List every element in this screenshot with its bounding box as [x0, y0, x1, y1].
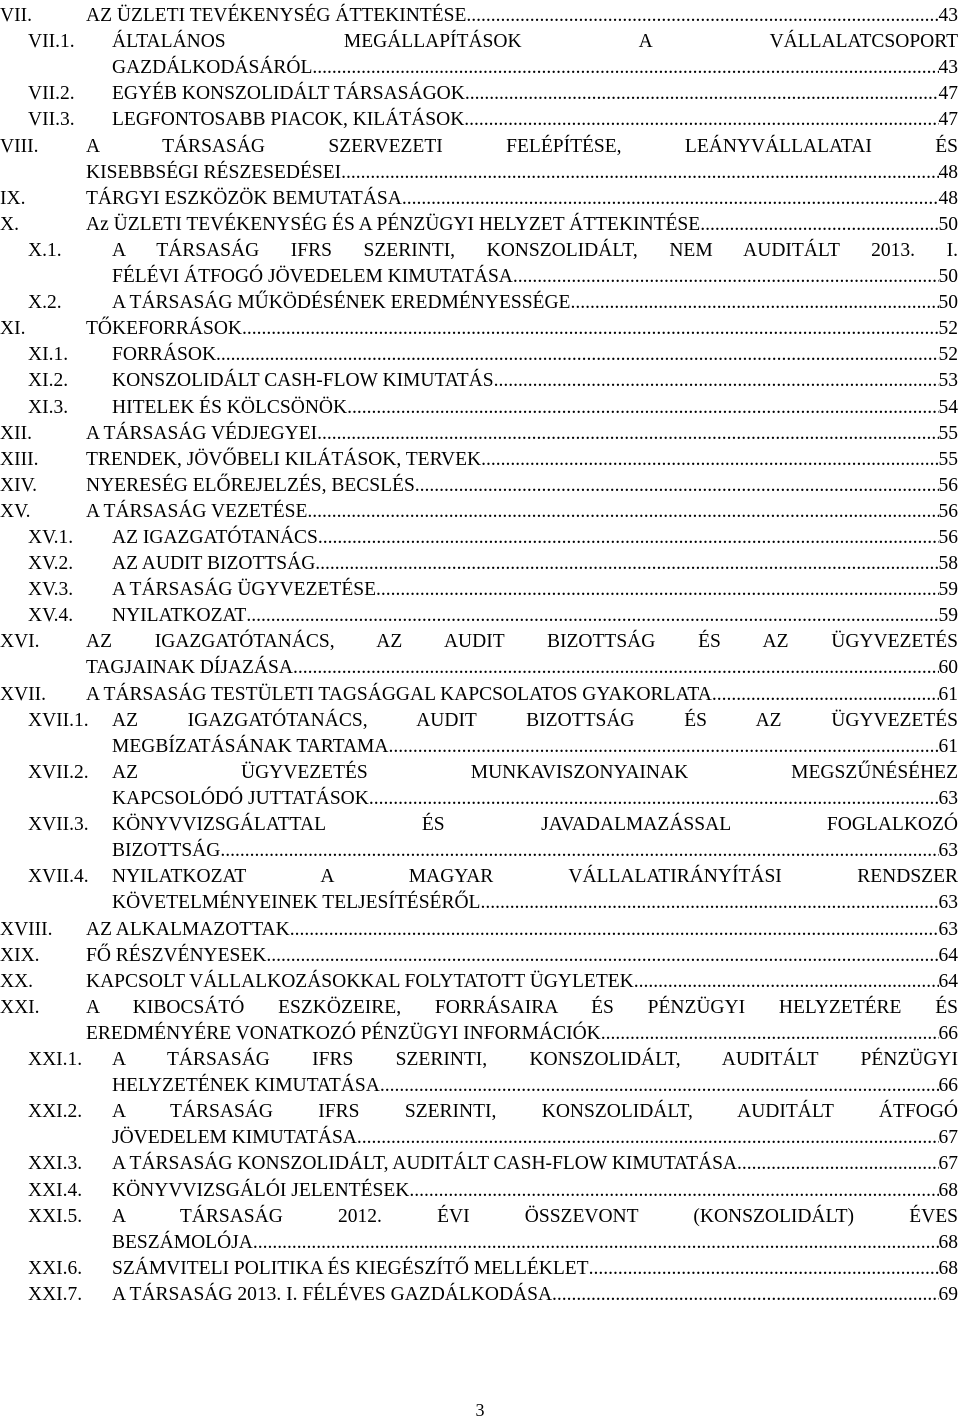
toc-page-number: 63: [938, 787, 958, 809]
toc-title: NYILATKOZAT: [112, 605, 247, 627]
dot-leader: [347, 395, 938, 421]
toc-number: XX.: [0, 970, 34, 992]
dot-leader: [589, 1256, 939, 1282]
toc-page-number: 53: [938, 370, 958, 392]
toc-entry[interactable]: [0, 212, 960, 238]
dot-leader: [737, 1151, 938, 1177]
toc-entry[interactable]: [0, 1178, 960, 1204]
toc-number: XVII.3.: [28, 814, 89, 836]
toc-title-line: [86, 473, 958, 499]
toc-page-number: 52: [938, 344, 958, 366]
toc-title: BESZÁMOLÓJA: [112, 1231, 253, 1253]
toc-title-line: [86, 3, 958, 29]
toc-number: XV.: [0, 500, 31, 522]
toc-title-line: A TÁRSASÁG IFRS SZERINTI, KONSZOLIDÁLT, NEM AUDITÁLT 2013. I.: [112, 239, 958, 261]
toc-page-number: 47: [938, 109, 958, 131]
dot-leader: [253, 1230, 939, 1256]
toc-title-line: [86, 212, 958, 238]
toc-number: VII.3.: [28, 109, 75, 131]
toc-entry[interactable]: [0, 1204, 960, 1256]
toc-number: XVII.4.: [28, 866, 89, 888]
toc-title: FORRÁSOK: [112, 344, 217, 366]
toc-page-number: 64: [938, 944, 958, 966]
toc-title-line: [112, 1073, 958, 1099]
toc-title-line: [112, 1230, 958, 1256]
dot-leader: [388, 734, 938, 760]
toc-page-number: 54: [938, 396, 958, 418]
toc-entry[interactable]: [0, 682, 960, 708]
toc-title-line: [112, 342, 958, 368]
dot-leader: [246, 603, 938, 629]
toc-title-line: [112, 838, 958, 864]
toc-title-line: [112, 1256, 958, 1282]
dot-leader: [570, 290, 938, 316]
toc-entry[interactable]: [0, 760, 960, 812]
toc-page-number: 66: [938, 1075, 958, 1097]
dot-leader: [552, 1282, 938, 1308]
toc-title: KAPCSOLT VÁLLALKOZÁSOKKAL FOLYTATOTT ÜGYLETEK: [86, 970, 634, 992]
toc-title-line: [86, 499, 958, 525]
toc-entry[interactable]: [0, 368, 960, 394]
toc-title-line: [86, 160, 958, 186]
dot-leader: [409, 1178, 938, 1204]
toc-page-number: 59: [938, 605, 958, 627]
toc-page-number: 47: [938, 83, 958, 105]
toc-page-number: 66: [938, 1022, 958, 1044]
toc-page-number: 61: [938, 683, 958, 705]
toc-entry[interactable]: [0, 525, 960, 551]
dot-leader: [266, 943, 938, 969]
toc-entry[interactable]: [0, 342, 960, 368]
toc-title: KISEBBSÉGI RÉSZESEDÉSEI: [86, 161, 342, 183]
toc-title-line: [112, 107, 958, 133]
toc-title-line: [112, 1282, 958, 1308]
toc-title: GAZDÁLKODÁSÁRÓL: [112, 57, 313, 79]
toc-title: SZÁMVITELI POLITIKA ÉS KIEGÉSZÍTŐ MELLÉKLET: [112, 1257, 589, 1279]
toc-title-line: [112, 368, 958, 394]
toc-title-line: [112, 786, 958, 812]
toc-title-line: [112, 290, 958, 316]
dot-leader: [317, 421, 938, 447]
toc-number: XXI.4.: [28, 1179, 83, 1201]
toc-title: TRENDEK, JÖVŐBELI KILÁTÁSOK, TERVEK: [86, 448, 482, 470]
toc-title-line: [86, 969, 958, 995]
toc-page-number: 64: [938, 970, 958, 992]
toc-entry[interactable]: [0, 917, 960, 943]
toc-page-number: 61: [938, 735, 958, 757]
toc-number: XXI.1.: [28, 1049, 83, 1070]
toc-entry[interactable]: [0, 943, 960, 969]
dot-leader: [315, 551, 938, 577]
toc-page-number: 67: [938, 1153, 958, 1175]
toc-entry[interactable]: [0, 81, 960, 107]
dot-leader: [466, 3, 938, 29]
toc-number: XII.: [0, 422, 32, 444]
dot-leader: [293, 655, 939, 681]
toc-title: NYERESÉG ELŐREJELZÉS, BECSLÉS: [86, 474, 415, 496]
toc-page-number: 68: [938, 1257, 958, 1279]
dot-leader: [376, 577, 939, 603]
toc-title-line: A TÁRSASÁG IFRS SZERINTI, KONSZOLIDÁLT, AUDITÁLT PÉNZÜGYI: [112, 1049, 958, 1070]
toc-number: XV.4.: [28, 605, 74, 627]
toc-title-line: [112, 55, 958, 81]
dot-leader: [242, 316, 938, 342]
toc-entry[interactable]: [0, 708, 960, 760]
toc-title-line: [86, 943, 958, 969]
dot-leader: [480, 890, 938, 916]
toc-number: XV.3.: [28, 579, 74, 601]
toc-title: A TÁRSASÁG ÜGYVEZETÉSE: [112, 579, 376, 601]
toc-entry[interactable]: [0, 499, 960, 525]
toc-number: XXI.7.: [28, 1283, 83, 1305]
toc-title: AZ ALKALMAZOTTAK: [86, 918, 290, 940]
toc-page-number: 68: [938, 1231, 958, 1253]
toc-title-line: [112, 603, 958, 629]
toc-page-number: 48: [938, 187, 958, 209]
toc-page-number: 50: [938, 265, 958, 287]
toc-title-line: [86, 655, 958, 681]
toc-number: X.1.: [28, 239, 62, 261]
toc-title: EREDMÉNYÉRE VONATKOZÓ PÉNZÜGYI INFORMÁCIÓK: [86, 1022, 601, 1044]
toc-entry[interactable]: [0, 395, 960, 421]
toc-entry[interactable]: [0, 1282, 960, 1308]
dot-leader: [402, 186, 939, 212]
toc-title: JÖVEDELEM KIMUTATÁSA: [112, 1127, 357, 1149]
dot-leader: [312, 55, 938, 81]
toc-title: BIZOTTSÁG: [112, 840, 221, 862]
toc-number: X.2.: [28, 292, 62, 314]
toc-entry[interactable]: [0, 1151, 960, 1177]
toc-entry[interactable]: [0, 134, 960, 186]
toc-title: A TÁRSASÁG VEZETÉSE: [86, 500, 308, 522]
toc-title: KONSZOLIDÁLT CASH-FLOW KIMUTATÁS: [112, 370, 494, 392]
dot-leader: [481, 447, 938, 473]
toc-title: FÉLÉVI ÁTFOGÓ JÖVEDELEM KIMUTATÁSA: [112, 265, 513, 287]
toc-title: HITELEK ÉS KÖLCSÖNÖK: [112, 396, 348, 418]
toc-entry[interactable]: [0, 1099, 960, 1151]
toc-page-number: 60: [938, 657, 958, 679]
toc-number: XVIII.: [0, 918, 53, 940]
toc-entry[interactable]: [0, 290, 960, 316]
toc-page-number: 58: [938, 553, 958, 575]
toc-entry[interactable]: [0, 995, 960, 1047]
toc-page-number: 56: [938, 500, 958, 522]
toc-entry[interactable]: [0, 107, 960, 133]
toc-title: TŐKEFORRÁSOK: [86, 318, 243, 340]
toc-number: XIX.: [0, 944, 40, 966]
toc-entry[interactable]: [0, 603, 960, 629]
toc-title-line: [112, 1178, 958, 1204]
toc-number: VIII.: [0, 135, 39, 157]
toc-title-line: [112, 81, 958, 107]
toc-title-line: [86, 186, 958, 212]
toc-page-number: 63: [938, 918, 958, 940]
toc-page-number: 56: [938, 527, 958, 548]
dot-leader: [290, 917, 939, 943]
toc-number: XVII.1.: [28, 709, 89, 731]
toc-entry[interactable]: [0, 3, 960, 29]
toc-title: LEGFONTOSABB PIACOK, KILÁTÁSOK: [112, 109, 465, 131]
toc-entry[interactable]: [0, 1256, 960, 1282]
toc-title: A TÁRSASÁG MŰKÖDÉSÉNEK EREDMÉNYESSÉGE: [112, 292, 571, 314]
dot-leader: [380, 1073, 939, 1099]
toc-page-number: 52: [938, 318, 958, 340]
toc-number: X.: [0, 213, 19, 235]
toc-title: Az ÜZLETI TEVÉKENYSÉG ÉS A PÉNZÜGYI HELYZET ÁTTEKINTÉSE: [86, 213, 701, 235]
toc-number: VII.1.: [28, 31, 75, 53]
toc-number: XI.: [0, 318, 26, 340]
dot-leader: [307, 499, 938, 525]
toc-page-number: 55: [938, 448, 958, 470]
toc-number: XVI.: [0, 631, 40, 653]
toc-entry[interactable]: [0, 447, 960, 473]
toc-title-line: [86, 682, 958, 708]
toc-entry[interactable]: [0, 812, 960, 864]
toc-title-line: [86, 316, 958, 342]
toc-title-line: [112, 264, 958, 290]
dot-leader: [341, 160, 938, 186]
toc-entry[interactable]: [0, 969, 960, 995]
toc-page-number: 43: [938, 5, 958, 26]
toc-number: XIV.: [0, 474, 38, 496]
toc-title: TAGJAINAK DÍJAZÁSA: [86, 657, 293, 679]
toc-page-number: 69: [938, 1283, 958, 1305]
dot-leader: [634, 969, 939, 995]
dot-leader: [464, 107, 938, 133]
toc-page-number: 63: [938, 840, 958, 862]
toc-title-line: A KIBOCSÁTÓ ESZKÖZEIRE, FORRÁSAIRA ÉS PÉNZÜGYI HELYZETÉRE ÉS: [86, 996, 958, 1018]
toc-page-number: 67: [938, 1127, 958, 1149]
toc-title: EGYÉB KONSZOLIDÁLT TÁRSASÁGOK: [112, 83, 465, 105]
toc-title-line: [86, 1021, 958, 1047]
toc-title: A TÁRSASÁG KONSZOLIDÁLT, AUDITÁLT CASH-FLOW KIMUTATÁSA: [112, 1153, 738, 1175]
dot-leader: [465, 81, 939, 107]
toc-number: XXI.: [0, 996, 40, 1018]
toc-page-number: 56: [938, 474, 958, 496]
toc-entry[interactable]: [0, 186, 960, 212]
toc-number: VII.: [0, 5, 32, 26]
toc-title: KÖNYVVIZSGÁLÓI JELENTÉSEK: [112, 1179, 410, 1201]
toc-entry[interactable]: [0, 629, 960, 681]
toc-title-line: KÖNYVVIZSGÁLATTAL ÉS JAVADALMAZÁSSAL FOGLALKOZÓ: [112, 814, 958, 836]
toc-title-line: [112, 551, 958, 577]
toc-title-line: [112, 395, 958, 421]
dot-leader: [318, 525, 939, 551]
toc-title-line: [112, 525, 958, 551]
dot-leader: [700, 212, 938, 238]
toc-title: KÖVETELMÉNYEINEK TELJESÍTÉSÉRŐL: [112, 892, 481, 914]
toc-title: KAPCSOLÓDÓ JUTTATÁSOK: [112, 787, 369, 809]
toc-number: XV.1.: [28, 527, 74, 548]
toc-entry[interactable]: [0, 1047, 960, 1099]
toc-number: XXI.2.: [28, 1101, 83, 1123]
toc-entry[interactable]: [0, 551, 960, 577]
toc-page-number: 63: [938, 892, 958, 914]
toc-page-number: 68: [938, 1179, 958, 1201]
toc-number: XVII.: [0, 683, 47, 705]
dot-leader: [601, 1021, 939, 1047]
toc-number: XI.1.: [28, 344, 69, 366]
toc-title: A TÁRSASÁG TESTÜLETI TAGSÁGGAL KAPCSOLATOS GYAKORLATA: [86, 683, 712, 705]
toc-title-line: AZ ÜGYVEZETÉS MUNKAVISZONYAINAK MEGSZŰNÉSÉHEZ: [112, 761, 958, 783]
dot-leader: [220, 838, 938, 864]
toc-title: MEGBÍZATÁSÁNAK TARTAMA: [112, 735, 389, 757]
toc-number: XVII.2.: [28, 761, 89, 783]
toc-number: IX.: [0, 187, 26, 209]
toc-title: TÁRGYI ESZKÖZÖK BEMUTATÁSA: [86, 187, 402, 209]
toc-number: XI.3.: [28, 396, 69, 418]
toc-page-number: 50: [938, 213, 958, 235]
toc-title: AZ IGAZGATÓTANÁCS: [112, 527, 318, 548]
toc-title: HELYZETÉNEK KIMUTATÁSA: [112, 1075, 380, 1097]
toc-page-number: 50: [938, 292, 958, 314]
toc-title-line: AZ IGAZGATÓTANÁCS, AUDIT BIZOTTSÁG ÉS AZ ÜGYVEZETÉS: [112, 709, 958, 731]
toc-number: XIII.: [0, 448, 39, 470]
toc-entry[interactable]: [0, 316, 960, 342]
toc-page-number: 55: [938, 422, 958, 444]
dot-leader: [369, 786, 939, 812]
dot-leader: [216, 342, 938, 368]
dot-leader: [494, 368, 939, 394]
toc-number: XXI.5.: [28, 1205, 83, 1227]
toc-title-line: [112, 890, 958, 916]
dot-leader: [415, 473, 939, 499]
toc-title-line: A TÁRSASÁG 2012. ÉVI ÖSSZEVONT (KONSZOLIDÁLT) ÉVES: [112, 1205, 958, 1227]
toc-title-line: ÁLTALÁNOS MEGÁLLAPÍTÁSOK A VÁLLALATCSOPORT: [112, 31, 958, 53]
toc-number: VII.2.: [28, 83, 75, 105]
toc-title: A TÁRSASÁG VÉDJEGYEI: [86, 422, 318, 444]
toc-title-line: [86, 917, 958, 943]
toc-title-line: AZ IGAZGATÓTANÁCS, AZ AUDIT BIZOTTSÁG ÉS AZ ÜGYVEZETÉS: [86, 631, 958, 653]
toc-number: XV.2.: [28, 553, 74, 575]
toc-title-line: [86, 447, 958, 473]
toc-title-line: [112, 1125, 958, 1151]
toc-page-number: 48: [938, 161, 958, 183]
toc-title: AZ ÜZLETI TEVÉKENYSÉG ÁTTEKINTÉSE: [86, 5, 467, 26]
toc-title: AZ AUDIT BIZOTTSÁG: [112, 553, 316, 575]
toc-entry[interactable]: [0, 473, 960, 499]
toc-title-line: [86, 421, 958, 447]
toc-title: FŐ RÉSZVÉNYESEK: [86, 944, 267, 966]
dot-leader: [513, 264, 939, 290]
toc-title-line: A TÁRSASÁG IFRS SZERINTI, KONSZOLIDÁLT, AUDITÁLT ÁTFOGÓ: [112, 1101, 958, 1123]
toc-entry[interactable]: [0, 29, 960, 81]
toc-entry[interactable]: [0, 577, 960, 603]
toc-title-line: A TÁRSASÁG SZERVEZETI FELÉPÍTÉSE, LEÁNYVÁLLALATAI ÉS: [86, 135, 958, 157]
toc-number: XXI.3.: [28, 1153, 83, 1175]
toc-number: XI.2.: [28, 370, 69, 392]
toc-number: XXI.6.: [28, 1257, 83, 1279]
toc-entry[interactable]: [0, 238, 960, 290]
dot-leader: [357, 1125, 939, 1151]
toc-title: A TÁRSASÁG 2013. I. FÉLÉVES GAZDÁLKODÁSA: [112, 1283, 553, 1305]
toc-title-line: [112, 577, 958, 603]
toc-title-line: [112, 1151, 958, 1177]
toc-title-line: NYILATKOZAT A MAGYAR VÁLLALATIRÁNYÍTÁSI RENDSZER: [112, 866, 958, 888]
toc-page-number: 43: [938, 57, 958, 79]
dot-leader: [712, 682, 939, 708]
toc-entry[interactable]: [0, 421, 960, 447]
page-number: 3: [475, 1400, 485, 1420]
toc-entry[interactable]: [0, 864, 960, 916]
toc-title-line: [112, 734, 958, 760]
toc-page-number: 59: [938, 579, 958, 601]
